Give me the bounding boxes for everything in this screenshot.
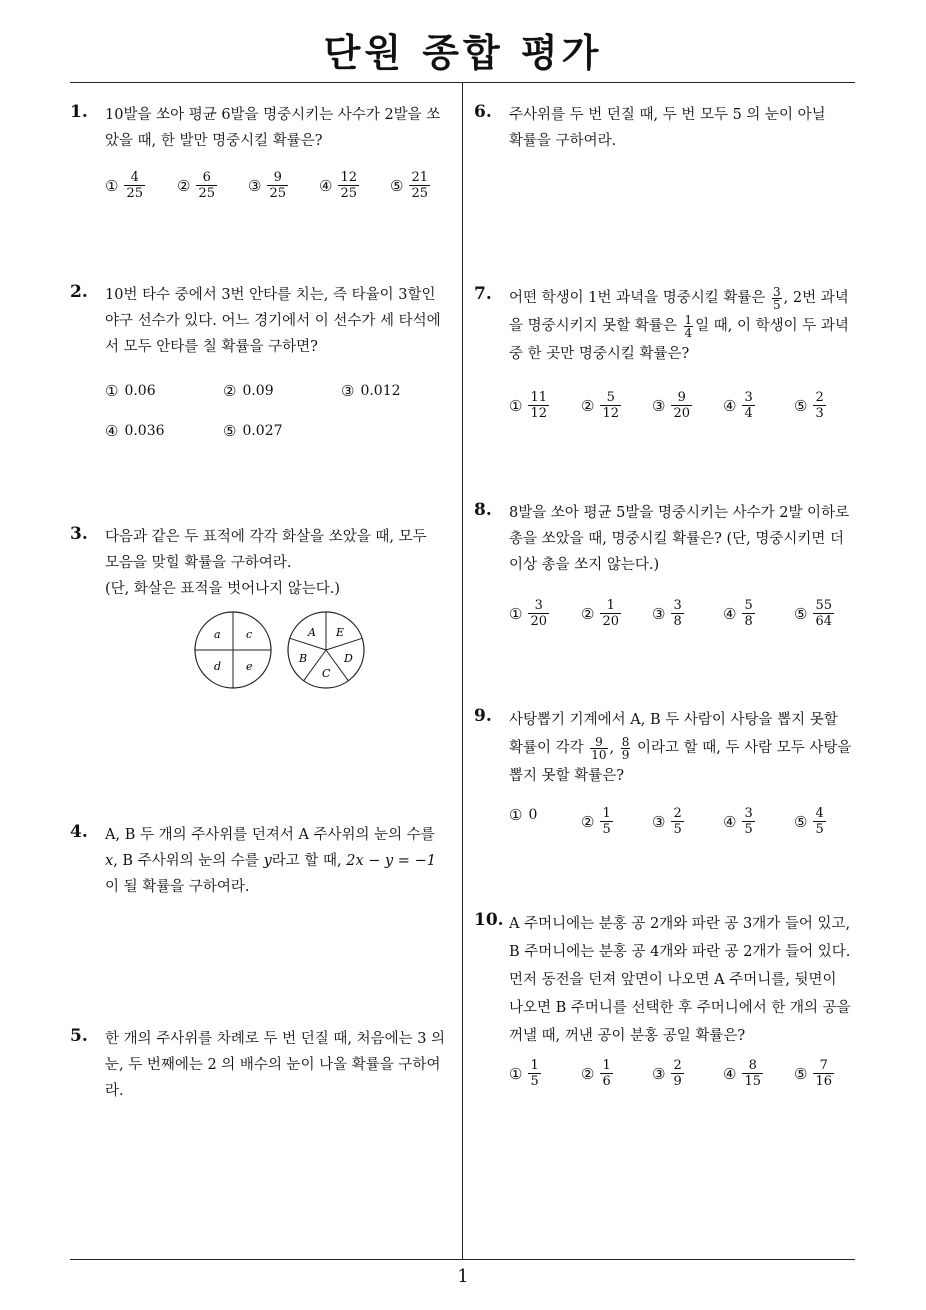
choice-3[interactable]: ③ $\frac{3}{8}$: [652, 598, 682, 629]
choice-4[interactable]: ④ $\frac{3}{5}$: [723, 806, 753, 837]
page-number: 1: [457, 1266, 469, 1287]
choice-1[interactable]: ① 0: [509, 806, 538, 824]
choice-3[interactable]: ③ $\frac{2}{5}$: [652, 806, 682, 837]
choice-4[interactable]: ④ $\frac{8}{15}$: [723, 1058, 761, 1089]
problem-number: 6.: [474, 102, 492, 122]
choice-2[interactable]: ② $\frac{1}{20}$: [581, 598, 619, 629]
choice-5[interactable]: ⑤ $\frac{4}{5}$: [794, 806, 824, 837]
choice-5[interactable]: ⑤ $\frac{7}{16}$: [794, 1058, 832, 1089]
choice-4[interactable]: ④ $\frac{5}{8}$: [723, 598, 753, 629]
problem-text: 어떤 학생이 1번 과녁을 명중시킬 확률은 $\frac{3}{5}$ , 2번 과녁 을 명중시키지 못할 확률은 $\frac{1}{4}$ 일 때, 이 학생이 두 과녁 중 한 곳만 명중시킬 확률은?: [509, 284, 849, 362]
target1-label-d: d: [214, 660, 222, 673]
problem-number: 2.: [70, 282, 88, 302]
target-five-split: [288, 612, 364, 688]
choice-3[interactable]: ③ $\frac{9}{20}$: [652, 390, 690, 421]
problem-text: 8발을 쏘아 평균 5발을 명중시키는 사수가 2발 이하로 총을 쏘았을 때, 명중시킬 확률은? (단, 명중시키면 더 이상 총을 쏘지 않는다.): [509, 505, 850, 573]
choice-2[interactable]: ② $\frac{6}{25}$: [177, 170, 215, 201]
problem-number: 4.: [70, 822, 88, 842]
target2-label-D: D: [344, 652, 353, 665]
problem-text: 10번 타수 중에서 3번 안타를 치는, 즉 타율이 3할인 야구 선수가 있다. 어느 경기에서 이 선수가 세 타석에 서 모두 안타를 칠 확률을 구하면?: [105, 287, 441, 355]
choice-1[interactable]: ① $\frac{1}{5}$: [509, 1058, 539, 1089]
problem-text: A, B 두 개의 주사위를 던져서 A 주사위의 눈의 수를 x, B 주사위의 눈의 수를 y라고 할 때, 2x − y = −1 이 될 확률을 구하여라.: [105, 827, 436, 895]
choice-1[interactable]: ① $\frac{11}{12}$: [509, 390, 547, 421]
equation: 2x − y = −1: [346, 853, 436, 869]
choice-5[interactable]: ⑤ $\frac{2}{3}$: [794, 390, 824, 421]
choice-4[interactable]: ④ $\frac{12}{25}$: [319, 170, 357, 201]
choice-2[interactable]: ② $\frac{1}{5}$: [581, 806, 611, 837]
bottom-divider: [70, 1259, 855, 1260]
choice-2[interactable]: ② $\frac{5}{12}$: [581, 390, 619, 421]
problem-number: 1.: [70, 102, 88, 122]
choice-3[interactable]: ③ $\frac{9}{25}$: [248, 170, 286, 201]
targets-figure: [190, 608, 370, 692]
target1-label-c: c: [246, 628, 253, 641]
target1-label-e: e: [246, 660, 253, 673]
problem-text: A 주머니에는 분홍 공 2개와 파란 공 3개가 들어 있고, B 주머니에는 분홍 공 4개와 파란 공 2개가 들어 있다. 먼저 동전을 던져 앞면이 나오면 A 주머니를, 뒷면이 나오면 B 주머니를 선택한 후 주머니에서 한 개의 공을 꺼낼 때, 꺼낸 공이 분홍 공일 확률은?: [509, 916, 851, 1044]
target2-label-C: C: [322, 667, 331, 680]
problem-number: 8.: [474, 500, 492, 520]
choice-4[interactable]: ④ 0.036: [105, 422, 165, 440]
target2-label-E: E: [336, 626, 345, 639]
choice-4[interactable]: ④ $\frac{3}{4}$: [723, 390, 753, 421]
problem-number: 9.: [474, 706, 492, 726]
page-title: 단원 종합 평가: [323, 31, 603, 75]
target2-label-B: B: [299, 652, 308, 665]
problem-number: 5.: [70, 1026, 88, 1046]
column-divider: [462, 83, 463, 1259]
problem-text: 다음과 같은 두 표적에 각각 화살을 쏘았을 때, 모두 모음을 맞힐 확률을 구하여라. (단, 화살은 표적을 벗어나지 않는다.): [105, 529, 427, 597]
problem-text: 주사위를 두 번 던질 때, 두 번 모두 5 의 눈이 아닐 확률을 구하여라.: [509, 107, 826, 149]
choice-3[interactable]: ③ $\frac{2}{9}$: [652, 1058, 682, 1089]
problem-number: 3.: [70, 524, 88, 544]
problem-number: 7.: [474, 284, 492, 304]
choice-5[interactable]: ⑤ $\frac{55}{64}$: [794, 598, 832, 629]
problem-text: 10발을 쏘아 평균 6발을 명중시키는 사수가 2발을 쏘 았을 때, 한 발만 명중시킬 확률은?: [105, 107, 441, 149]
problem-number: 10.: [474, 910, 504, 930]
choice-3[interactable]: ③ 0.012: [341, 382, 401, 400]
choice-1[interactable]: ① $\frac{3}{20}$: [509, 598, 547, 629]
choice-1[interactable]: ① $\frac{4}{25}$: [105, 170, 143, 201]
problem-text: 사탕뽑기 기계에서 A, B 두 사람이 사탕을 뽑지 못할 확률이 각각 $\frac{9}{10}$ , $\frac{8}{9}$ 이라고 할 때, 두 사람 모두 사탕을 뽑지 못할 확률은?: [509, 712, 852, 784]
choice-1[interactable]: ① 0.06: [105, 382, 156, 400]
choice-5[interactable]: ⑤ $\frac{21}{25}$: [390, 170, 428, 201]
choice-5[interactable]: ⑤ 0.027: [223, 422, 283, 440]
target1-label-a: a: [214, 628, 221, 641]
target-square-split: [195, 612, 271, 688]
choice-2[interactable]: ② 0.09: [223, 382, 274, 400]
target2-label-A: A: [308, 626, 316, 639]
problem-text: 한 개의 주사위를 차례로 두 번 던질 때, 처음에는 3 의 눈, 두 번째에는 2 의 배수의 눈이 나올 확률을 구하여 라.: [105, 1031, 446, 1099]
choice-2[interactable]: ② $\frac{1}{6}$: [581, 1058, 611, 1089]
